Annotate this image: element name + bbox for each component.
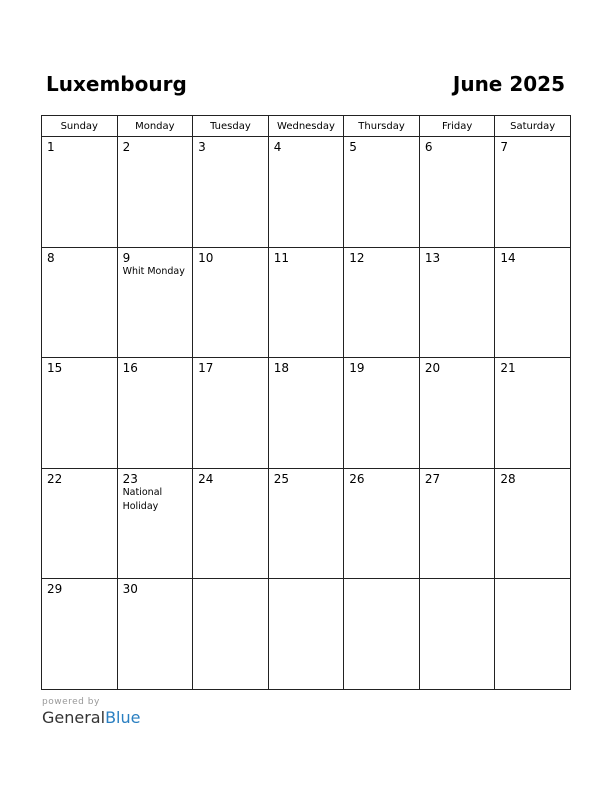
day-cell xyxy=(268,247,344,358)
day-cell xyxy=(495,468,571,579)
weekday-header-row xyxy=(42,116,571,137)
day-number xyxy=(269,579,344,582)
day-cell xyxy=(344,579,420,690)
day-number: 7 xyxy=(500,140,509,154)
day-number: 12 xyxy=(349,250,365,265)
day-cell xyxy=(495,579,571,690)
day-number: 30 xyxy=(122,582,138,597)
country-title: Luxembourg xyxy=(46,72,187,96)
day-cell xyxy=(419,247,495,358)
weekday-header: Friday xyxy=(419,116,495,137)
week-row xyxy=(42,247,571,358)
day-cell xyxy=(117,247,193,358)
day-number: 15 xyxy=(47,361,63,376)
day-cell xyxy=(495,137,571,248)
day-number xyxy=(495,579,570,582)
day-number: 21 xyxy=(500,361,516,376)
day-cell xyxy=(117,358,193,469)
day-cell xyxy=(42,137,118,248)
day-cell xyxy=(344,358,420,469)
day-cell xyxy=(495,247,571,358)
generalblue-logo xyxy=(42,708,140,728)
day-number: 8 xyxy=(47,250,55,265)
day-number: 3 xyxy=(198,140,206,154)
powered-by-text: powered by xyxy=(42,697,100,707)
day-number: 28 xyxy=(500,471,516,486)
day-cell xyxy=(193,579,269,690)
week-row xyxy=(42,358,571,469)
day-number: 29 xyxy=(47,582,63,597)
day-cell xyxy=(495,358,571,469)
day-cell xyxy=(419,358,495,469)
day-number: 11 xyxy=(273,250,289,265)
weekday-header: Tuesday xyxy=(193,116,269,137)
day-cell xyxy=(117,137,193,248)
day-cell xyxy=(268,468,344,579)
day-cell xyxy=(42,247,118,358)
day-cell xyxy=(117,468,193,579)
day-number: 6 xyxy=(424,140,433,154)
day-number: 23 xyxy=(122,471,138,486)
day-number: 10 xyxy=(198,250,214,265)
day-cell xyxy=(344,137,420,248)
day-number: 17 xyxy=(198,361,214,376)
day-number: 2 xyxy=(122,140,131,154)
day-number: 13 xyxy=(424,250,441,265)
logo-general-text: General xyxy=(42,708,106,727)
weekday-header: Thursday xyxy=(344,116,420,137)
day-cell xyxy=(268,579,344,690)
weekday-header: Wednesday xyxy=(268,116,344,137)
day-number xyxy=(344,579,419,582)
holiday-label: National Holiday xyxy=(122,486,163,512)
day-number: 1 xyxy=(47,140,55,154)
week-row xyxy=(42,579,571,690)
day-cell xyxy=(344,468,420,579)
day-cell xyxy=(419,468,495,579)
day-cell xyxy=(193,358,269,469)
brand-footer xyxy=(42,697,140,728)
day-number: 9 xyxy=(122,250,131,265)
day-cell xyxy=(419,137,495,248)
week-row xyxy=(42,468,571,579)
holiday-label: Whit Monday xyxy=(122,265,185,277)
weekday-header: Saturday xyxy=(495,116,571,137)
day-number: 5 xyxy=(349,140,357,154)
day-number: 26 xyxy=(349,471,365,486)
day-number: 19 xyxy=(349,361,365,376)
day-number: 20 xyxy=(424,361,441,376)
day-number: 18 xyxy=(273,361,289,376)
calendar-grid xyxy=(41,115,571,690)
day-number: 24 xyxy=(198,471,214,486)
logo-blue-text: Blue xyxy=(105,708,141,727)
day-cell xyxy=(268,137,344,248)
day-number: 27 xyxy=(424,471,441,486)
day-cell xyxy=(419,579,495,690)
day-cell xyxy=(193,247,269,358)
day-number: 25 xyxy=(273,471,289,486)
day-cell xyxy=(268,358,344,469)
day-number: 4 xyxy=(273,140,282,154)
day-cell xyxy=(193,468,269,579)
day-cell xyxy=(344,247,420,358)
day-number: 16 xyxy=(122,361,138,376)
day-cell xyxy=(42,358,118,469)
day-number: 14 xyxy=(500,250,516,265)
weekday-header: Monday xyxy=(117,116,193,137)
day-number xyxy=(420,579,495,582)
day-cell xyxy=(42,468,118,579)
day-cell xyxy=(193,137,269,248)
week-row xyxy=(42,137,571,248)
day-cell xyxy=(117,579,193,690)
day-number xyxy=(193,579,268,582)
day-number: 22 xyxy=(47,471,63,486)
weekday-header: Sunday xyxy=(42,116,118,137)
month-year-title: June 2025 xyxy=(452,72,565,96)
day-cell xyxy=(42,579,118,690)
